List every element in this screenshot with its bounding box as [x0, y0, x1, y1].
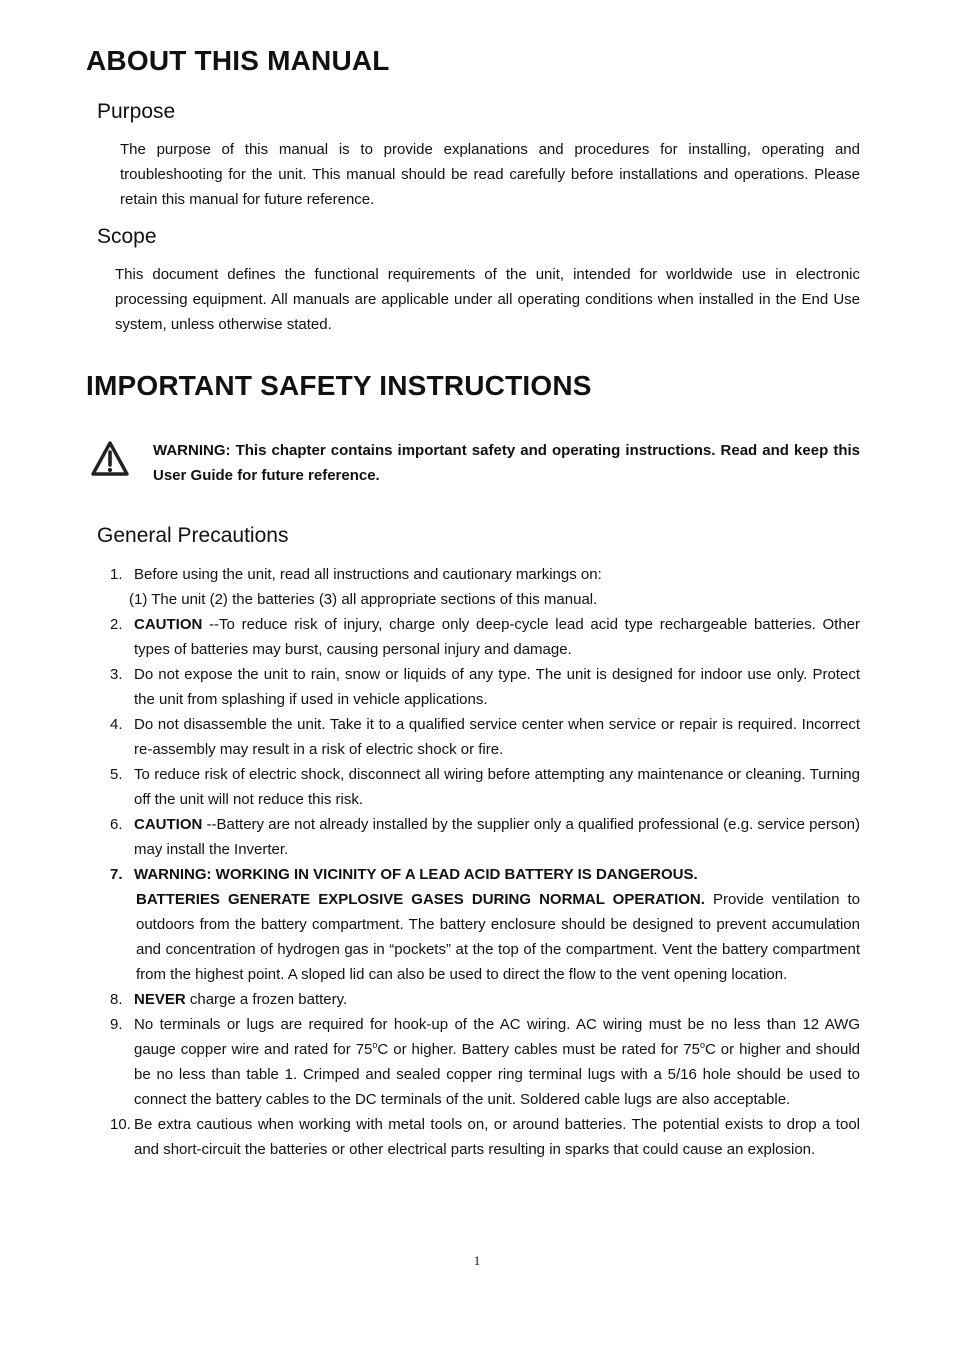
scope-heading: Scope	[97, 225, 157, 248]
list-item: 7. WARNING: WORKING IN VICINITY OF A LEAD ACID BATTERY IS DANGEROUS.	[110, 866, 698, 883]
warning-triangle-icon	[90, 440, 130, 478]
list-item: 10. Be extra cautious when working with metal tools on, or around batteries. The potential exists to drop a tool and short-circuit the batteries or other electrical parts resulting in sparks that could cause an explosion.	[110, 1116, 860, 1158]
safety-warning: WARNING: This chapter contains important safety and operating instructions. Read and keep this User Guide for future reference.	[153, 442, 860, 484]
page-number: 1	[473, 1253, 481, 1268]
precautions-list	[110, 562, 860, 1162]
scope-paragraph: This document defines the functional requirements of the unit, intended for worldwide use in electronic processing equipment. All manuals are applicable under all operating conditions when installed in the End Use system, unless otherwise stated.	[115, 266, 860, 333]
purpose-heading: Purpose	[97, 100, 176, 123]
list-item: 2. CAUTION --To reduce risk of injury, charge only deep-cycle lead acid type rechargeable batteries. Other types of batteries may burst, causing personal injury and damage.	[110, 616, 860, 658]
list-item: 9. No terminals or lugs are required for hook-up of the AC wiring. AC wiring must be no less than 12 AWG gauge copper wire and rated for 75$^o$C or higher. Battery cables must be rated for 75$^o$C or higher and should be no less than table 1. Crimped and sealed copper ring terminal lugs with a 5/16 hole should be used to connect the battery cables to the DC terminals of the unit. Soldered cable lugs are also acceptable.	[110, 1016, 861, 1108]
purpose-paragraph: The purpose of this manual is to provide explanations and procedures for installing, operating and troubleshooting for the unit. This manual should be read carefully before installations and operations. Please retain this manual for future reference.	[120, 141, 860, 208]
list-item: 3. Do not expose the unit to rain, snow or liquids of any type. The unit is designed for indoor use only. Protect the unit from splashing if used in vehicle applications.	[110, 666, 860, 708]
about-title: ABOUT THIS MANUAL	[86, 45, 390, 76]
list-item-continuation: BATTERIES GENERATE EXPLOSIVE GASES DURING NORMAL OPERATION. Provide ventilation to outdoors from the battery compartment. The battery enclosure should be designed to prevent accumulation and concentration of hydrogen gas in “pockets” at the top of the compartment. Vent the battery compartment from the highest point. A sloped lid can also be used to direct the flow to the vent opening location.	[136, 891, 860, 983]
list-item: 4. Do not disassemble the unit. Take it to a qualified service center when service or repair is required. Incorrect re-assembly may result in a risk of electric shock or fire.	[110, 716, 860, 758]
safety-title: IMPORTANT SAFETY INSTRUCTIONS	[86, 370, 592, 401]
general-precautions-heading: General Precautions	[97, 524, 289, 547]
list-item-sub: (1) The unit (2) the batteries (3) all appropriate sections of this manual.	[129, 591, 598, 608]
list-item: 6. CAUTION --Battery are not already installed by the supplier only a qualified professional (e.g. service person) may install the Inverter.	[110, 816, 860, 858]
list-item: 8. NEVER charge a frozen battery.	[110, 991, 348, 1008]
list-item: 1. Before using the unit, read all instructions and cautionary markings on:	[110, 566, 602, 583]
list-item: 5. To reduce risk of electric shock, disconnect all wiring before attempting any maintenance or cleaning. Turning off the unit will not reduce this risk.	[110, 766, 860, 808]
